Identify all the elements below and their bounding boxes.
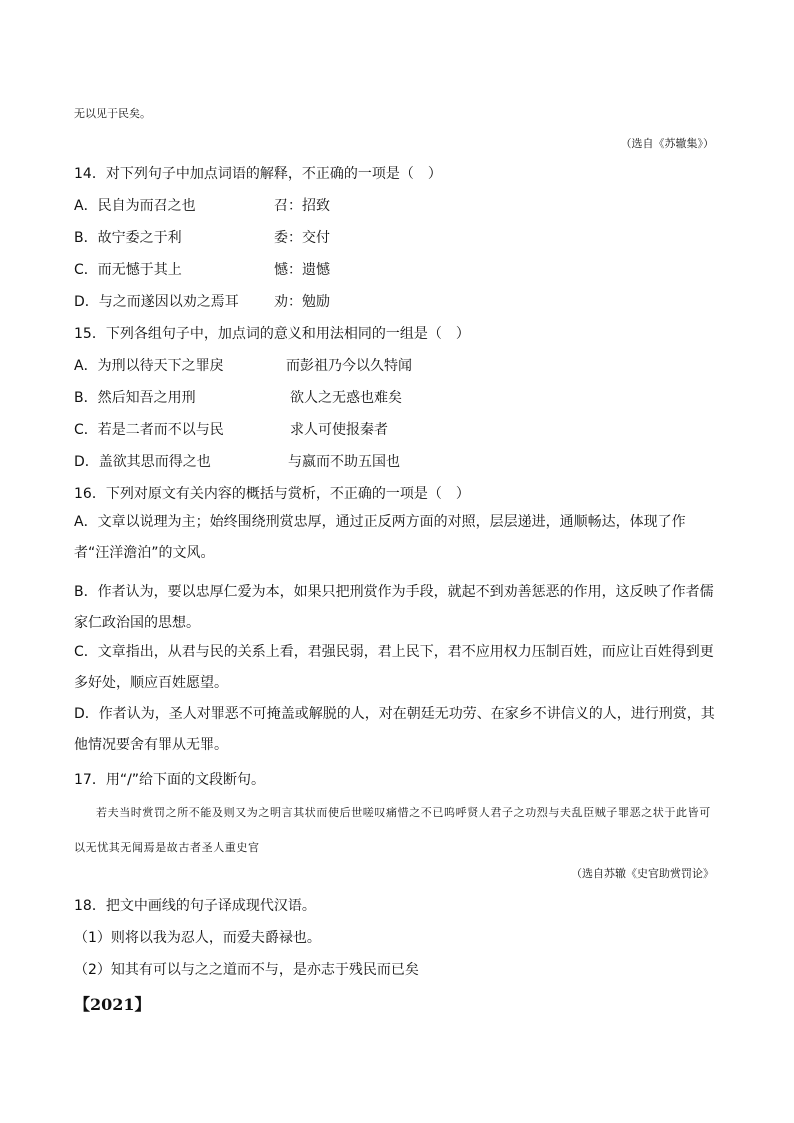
question-15-option-a[interactable] <box>74 356 720 376</box>
question-14-option-d[interactable] <box>74 292 720 312</box>
option-gloss: 憾：遗憾 <box>274 262 330 278</box>
option-text: B．然后知吾之用刑 <box>74 390 196 406</box>
question-18-item-1: （1）则将以我为忍人，而爱夫爵禄也。 <box>74 930 321 946</box>
option-gloss: 召：招致 <box>274 198 330 214</box>
passage-source: （选自苏辙《史官助赏罚论》 <box>571 867 714 880</box>
question-14-stem: 14．对下列句子中加点词语的解释，不正确的一项是（ ） <box>74 166 442 182</box>
option-pair: 而彭祖乃今以久特闻 <box>286 358 412 374</box>
option-text: A．民自为而召之也 <box>74 198 196 214</box>
option-gloss: 劝：勉励 <box>274 294 330 310</box>
option-gloss: 委：交付 <box>274 230 330 246</box>
question-15-option-c[interactable] <box>74 420 720 440</box>
question-14-option-c[interactable] <box>74 260 720 280</box>
year-heading: 【2021】 <box>74 995 151 1014</box>
question-16-option-d[interactable]: D．作者认为，圣人对罪恶不可掩盖或解脱的人，对在朝廷无功劳、在家乡不讲信义的人，进行刑赏，其他情况要舍有罪从无罪。 <box>74 706 715 753</box>
source-citation: （选自《苏辙集》） <box>620 137 714 150</box>
question-18-item-2: （2）知其有可以与之之道而不与，是亦志于残民而已矣 <box>74 962 419 978</box>
question-16-stem: 16．下列对原文有关内容的概括与赏析，不正确的一项是（ ） <box>74 486 470 502</box>
passage-tail: 无以见于民矣。 <box>74 107 151 120</box>
option-text: A．为刑以待天下之罪戾 <box>74 358 224 374</box>
question-16-option-c[interactable]: C．文章指出，从君与民的关系上看，君强民弱，君上民下，君不应用权力压制百姓，而应让百姓得到更多好处，顺应百姓愿望。 <box>74 644 714 691</box>
option-text: D．盖欲其思而得之也 <box>74 454 211 470</box>
question-14-option-b[interactable] <box>74 228 720 248</box>
question-15-stem: 15．下列各组句子中，加点词的意义和用法相同的一组是（ ） <box>74 326 470 342</box>
option-text: C．若是二者而不以与民 <box>74 422 224 438</box>
question-14-option-a[interactable] <box>74 196 720 216</box>
option-text: C．而无憾于其上 <box>74 262 182 278</box>
option-text: B．故宁委之于利 <box>74 230 182 246</box>
option-pair: 与嬴而不助五国也 <box>288 454 400 470</box>
question-15-option-d[interactable] <box>74 452 720 472</box>
option-pair: 欲人之无惑也难矣 <box>290 390 402 406</box>
question-17-stem: 17．用“/”给下面的文段断句。 <box>74 772 266 788</box>
question-16-option-b[interactable]: B．作者认为，要以忠厚仁爱为本，如果只把刑赏作为手段，就起不到劝善惩恶的作用，这反映了作者儒家仁政治国的思想。 <box>74 584 714 631</box>
question-16-option-a[interactable]: A．文章以说理为主；始终围绕刑赏忠厚，通过正反两方面的对照，层层递进，通顺畅达，体现了作者“汪洋澹泊”的文风。 <box>74 514 686 561</box>
punctuation-passage: 若夫当时赏罚之所不能及则又为之明言其状而使后世嗟叹痛惜之不已呜呼贤人君子之功烈与夫乱臣贼子罪恶之状于此皆可以无忧其无闻焉是故古者圣人重史官 <box>74 806 711 854</box>
question-18-stem: 18．把文中画线的句子译成现代汉语。 <box>74 898 316 914</box>
option-pair: 求人可使报秦者 <box>290 422 388 438</box>
option-text: D．与之而遂因以劝之焉耳 <box>74 294 239 310</box>
question-15-option-b[interactable] <box>74 388 720 408</box>
